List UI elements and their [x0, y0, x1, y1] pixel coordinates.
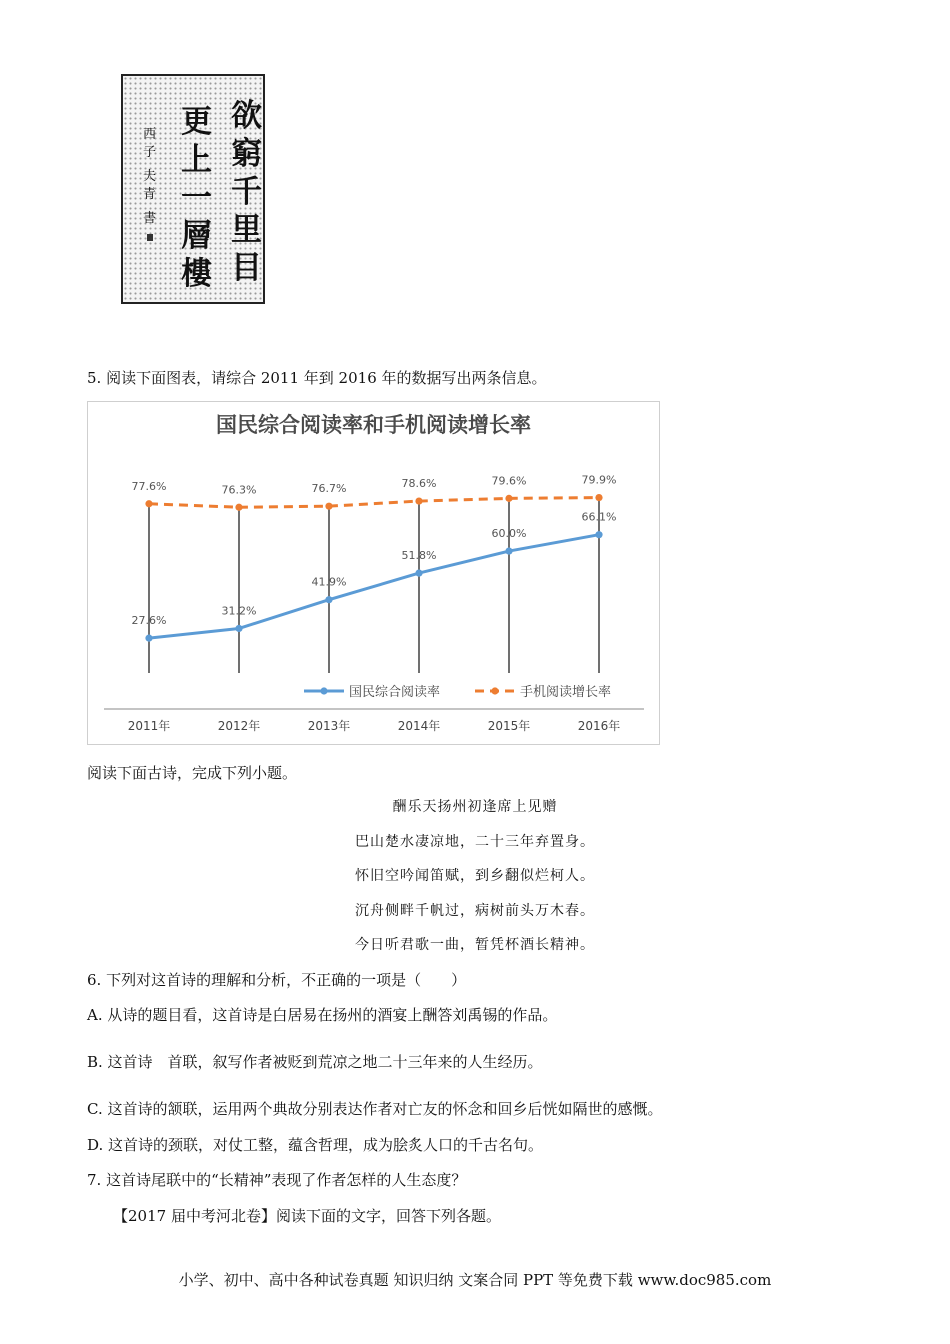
question-5: 5. 阅读下面图表，请综合 2011 年到 2016 年的数据写出两条信息。: [87, 369, 547, 387]
calligraphy-char: 書: [143, 211, 157, 226]
question-6-stem: 6. 下列对这首诗的理解和分析，不正确的一项是（ ）: [87, 971, 467, 989]
data-label: 51.8%: [401, 549, 437, 563]
data-label: 79.6%: [491, 474, 527, 488]
calligraphy-char: 子: [143, 145, 157, 160]
chart-title: 国民综合阅读率和手机阅读增长率: [216, 413, 531, 437]
x-tick-label: 2015年: [487, 719, 531, 733]
question-6-option-b: B. 这首诗 首联，叙写作者被贬到荒凉之地二十三年来的人生经历。: [87, 1053, 543, 1071]
x-tick-label: 2016年: [577, 719, 621, 733]
chart-canvas: [88, 402, 659, 744]
line-chart: [87, 401, 660, 745]
legend-label: 手机阅读增长率: [520, 685, 612, 700]
section-heading: 【2017 届中考河北卷】阅读下面的文字，回答下列各题。: [113, 1207, 501, 1225]
data-point: [505, 495, 512, 502]
calligraphy-strokes: [123, 76, 263, 302]
poem-line: 怀旧空吟闻笛赋，到乡翻似烂柯人。: [355, 868, 595, 884]
data-point: [145, 635, 152, 642]
calligraphy-char: 青: [143, 187, 157, 202]
series-line: [149, 498, 599, 508]
question-6-option-a: A. 从诗的题目看，这首诗是白居易在扬州的酒宴上酬答刘禹锡的作品。: [87, 1006, 558, 1024]
calligraphy-char: 層: [181, 218, 212, 254]
calligraphy-char: 一: [181, 180, 212, 216]
poem-line: 沉舟侧畔千帆过，病树前头万木春。: [355, 903, 595, 919]
data-label: 76.3%: [221, 483, 257, 497]
calligraphy-char: 目: [231, 250, 262, 286]
data-label: 31.2%: [221, 604, 257, 618]
legend-marker: [491, 687, 498, 694]
data-label: 27.6%: [131, 614, 167, 628]
calligraphy-image: [121, 74, 265, 304]
data-label: 78.6%: [401, 477, 437, 491]
seal-mark: [147, 234, 153, 241]
data-point: [595, 531, 602, 538]
calligraphy-char: 里: [231, 212, 262, 248]
data-label: 66.1%: [581, 510, 617, 524]
calligraphy-char: 欲: [231, 98, 262, 134]
data-label: 79.9%: [581, 473, 617, 487]
legend-marker: [320, 687, 327, 694]
poem-intro: 阅读下面古诗，完成下列小题。: [87, 764, 298, 782]
data-point: [325, 596, 332, 603]
poem-title: 酬乐天扬州初逢席上见赠: [392, 799, 558, 815]
page-footer: 小学、初中、高中各种试卷真题 知识归纳 文案合同 PPT 等免费下载 www.doc985.com: [178, 1271, 772, 1289]
data-label: 41.9%: [311, 575, 347, 589]
question-7: 7. 这首诗尾联中的“长精神”表现了作者怎样的人生态度？: [87, 1171, 467, 1189]
data-label: 77.6%: [131, 479, 167, 493]
calligraphy-char: 夫: [143, 169, 157, 184]
data-label: 76.7%: [311, 482, 347, 496]
data-point: [325, 503, 332, 510]
legend-label: 国民综合阅读率: [349, 685, 441, 700]
calligraphy-char: 窮: [231, 136, 262, 172]
data-point: [235, 504, 242, 511]
x-tick-label: 2012年: [217, 719, 261, 733]
data-point: [415, 570, 422, 577]
data-point: [145, 500, 152, 507]
calligraphy-char: 更: [181, 104, 212, 140]
poem-line: 今日听君歌一曲，暂凭杯酒长精神。: [355, 937, 595, 953]
data-point: [235, 625, 242, 632]
data-point: [595, 494, 602, 501]
poem-line: 巴山楚水凄凉地，二十三年弃置身。: [355, 834, 595, 850]
data-label: 60.0%: [491, 527, 527, 541]
data-point: [505, 547, 512, 554]
data-point: [415, 497, 422, 504]
series-line: [149, 535, 599, 638]
x-tick-label: 2011年: [127, 719, 171, 733]
calligraphy-char: 千: [231, 174, 262, 210]
calligraphy-char: 上: [181, 142, 212, 178]
x-tick-label: 2013年: [307, 719, 351, 733]
calligraphy-char: 樓: [181, 256, 212, 292]
x-tick-label: 2014年: [397, 719, 441, 733]
question-6-option-c: C. 这首诗的颔联，运用两个典故分别表达作者对亡友的怀念和回乡后恍如隔世的感慨。: [87, 1100, 663, 1118]
question-6-option-d: D. 这首诗的颈联，对仗工整，蕴含哲理，成为脍炙人口的千古名句。: [87, 1136, 544, 1154]
calligraphy-char: 西: [143, 127, 157, 142]
